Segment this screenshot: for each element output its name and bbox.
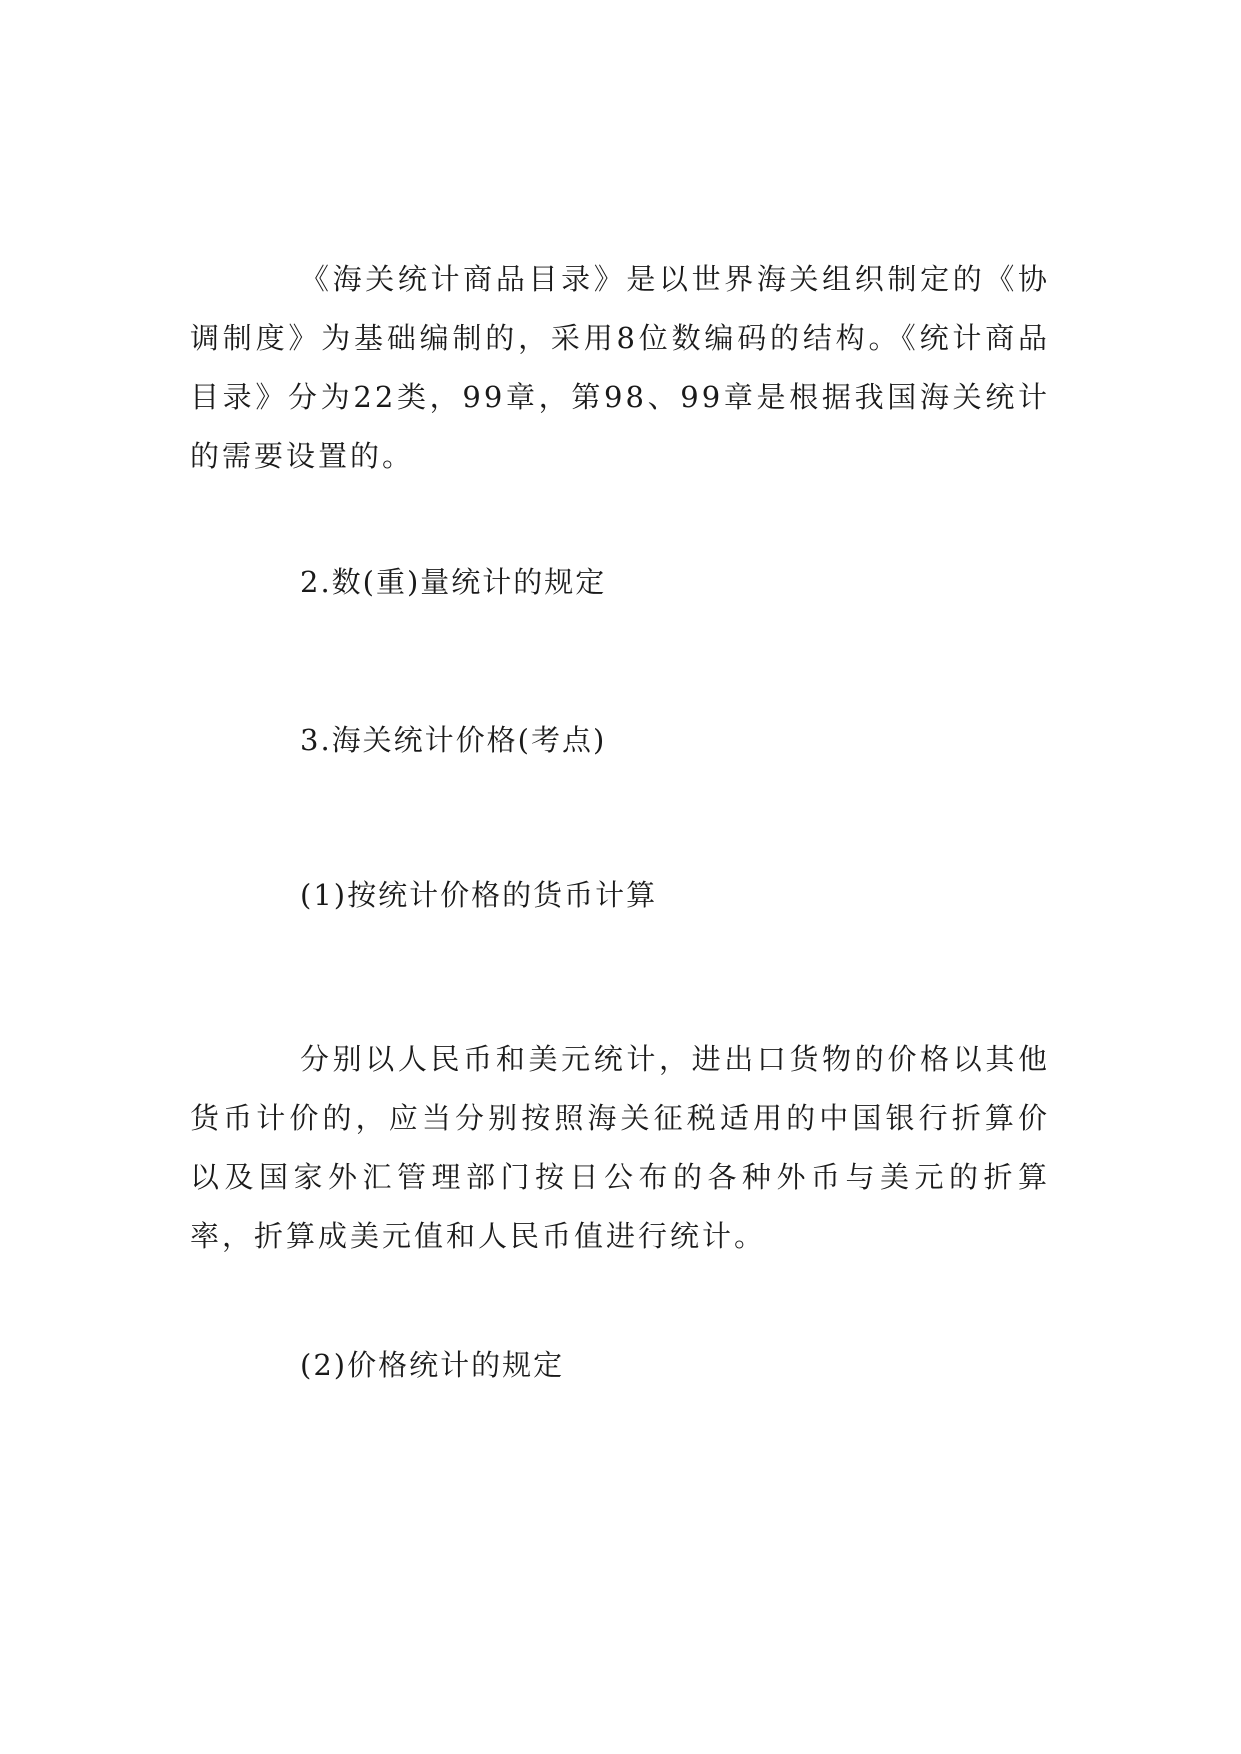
heading-currency-calculation: (1)按统计价格的货币计算 [300, 878, 658, 912]
paragraph-currency-conversion: 分别以人民币和美元统计，进出口货物的价格以其他货币计价的，应当分别按照海关征税适用的中国银行折算价以及国家外汇管理部门按日公布的各种外币与美元的折算率，折算成美元值和人民币值进行统计。 [190, 1042, 1050, 1253]
heading-price-statistics-rules: (2)价格统计的规定 [300, 1348, 565, 1382]
paragraph-statistics-catalog: 《海关统计商品目录》是以世界海关组织制定的《协调制度》为基础编制的，采用8位数编码的结构。《统计商品目录》分为22类，99章，第98、99章是根据我国海关统计的需要设置的。 [190, 262, 1050, 473]
heading-customs-statistical-price: 3.海关统计价格(考点) [300, 723, 607, 757]
heading-quantity-statistics: 2.数(重)量统计的规定 [300, 565, 607, 599]
